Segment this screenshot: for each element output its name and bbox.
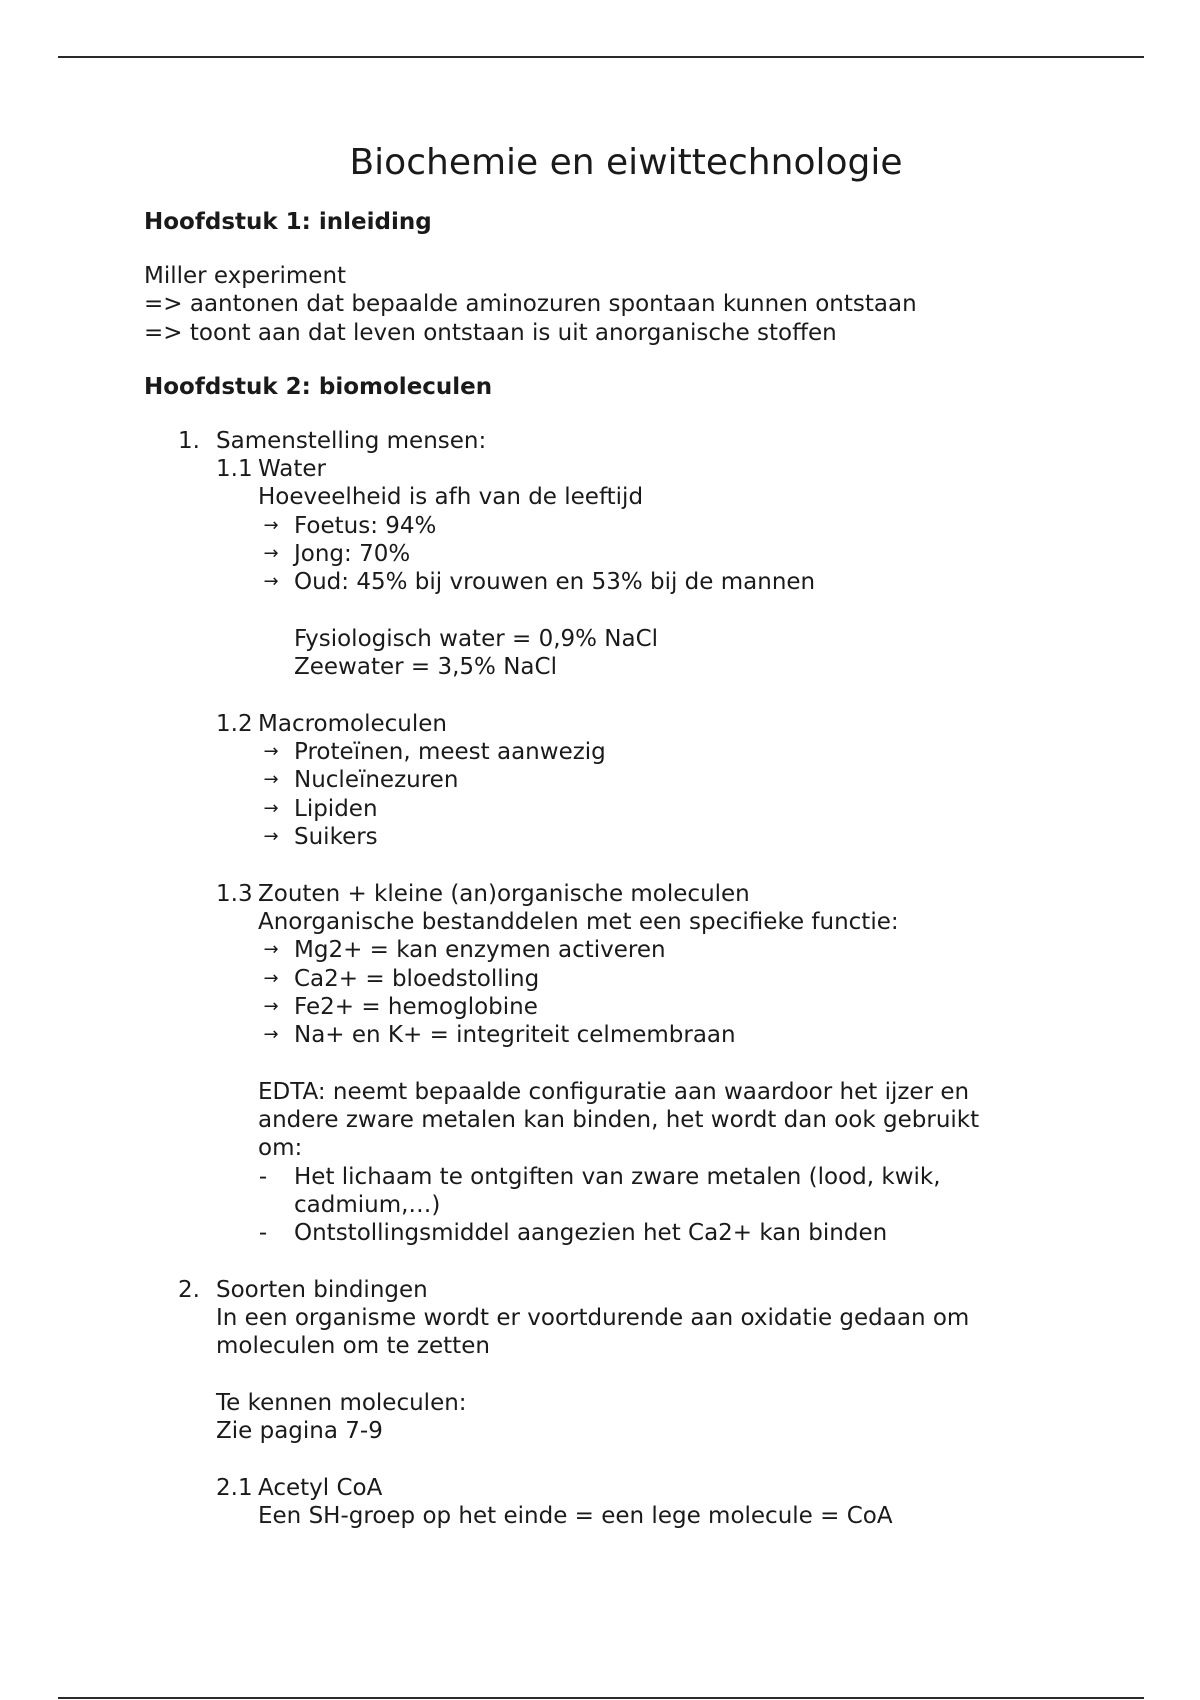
subsection-text: Een SH-groep op het einde = een lege molecule = CoA xyxy=(258,1503,893,1530)
arrow-icon: → xyxy=(263,797,279,819)
arrow-icon: → xyxy=(263,995,279,1017)
subsection-number: 1.1 xyxy=(216,456,253,483)
numbered-item-2 xyxy=(144,1276,1064,1531)
list-item: → Jong: 70% xyxy=(294,540,1064,568)
page-title: Biochemie en eiwittechnologie xyxy=(349,142,903,183)
list-item: - Het lichaam te ontgiften van zware metalen (lood, kwik, cadmium,…) xyxy=(258,1163,941,1218)
arrow-icon: → xyxy=(263,514,279,536)
list-item: → Foetus: 94% xyxy=(294,512,1064,540)
ch1-line: Miller experiment xyxy=(144,263,347,289)
subsection-number: 1.2 xyxy=(216,710,253,737)
arrow-list xyxy=(258,512,1064,597)
subsection-number: 1.3 xyxy=(216,880,253,907)
arrow-list xyxy=(258,936,1064,1049)
dash-icon: - xyxy=(258,1220,268,1247)
subsection-label: Water xyxy=(258,456,326,483)
subsection-2-1 xyxy=(216,1474,1064,1531)
list-item: → Lipiden xyxy=(294,795,1064,823)
arrow-icon: → xyxy=(263,1024,279,1046)
list-item: → Nucleïnezuren xyxy=(294,766,1064,794)
numbered-item-1 xyxy=(144,427,1064,1248)
note-line: Fysiologisch water = 0,9% NaCl xyxy=(294,625,659,652)
arrow-icon: → xyxy=(263,967,279,989)
top-rule xyxy=(58,56,1144,58)
ch1-line: => toont aan dat leven ontstaan is uit anorganische stoffen xyxy=(144,319,837,346)
subsection-label: Zouten + kleine (an)organische moleculen xyxy=(258,880,750,907)
subsection-label: Macromoleculen xyxy=(258,710,447,737)
bottom-rule xyxy=(58,1697,1144,1699)
item-label: Samenstelling mensen: xyxy=(216,427,487,454)
list-item: → Suikers xyxy=(294,823,1064,851)
list-item: → Mg2+ = kan enzymen activeren xyxy=(294,936,1064,964)
document-body xyxy=(144,140,1064,1530)
subsection-label: Acetyl CoA xyxy=(258,1474,383,1501)
chapter-2-heading: Hoofdstuk 2: biomoleculen xyxy=(144,373,493,400)
subsection-1-1 xyxy=(216,455,1064,681)
list-item: → Fe2+ = hemoglobine xyxy=(294,993,1064,1021)
subsection-intro: Hoeveelheid is afh van de leeftijd xyxy=(258,484,644,511)
chapter-1-heading: Hoofdstuk 1: inleiding xyxy=(144,209,432,235)
arrow-icon: → xyxy=(263,543,279,565)
arrow-icon: → xyxy=(263,826,279,848)
subsection-number: 2.1 xyxy=(216,1474,253,1501)
dash-list xyxy=(258,1163,1014,1248)
subsection-1-2 xyxy=(216,710,1064,851)
item-line: Te kennen moleculen: xyxy=(216,1389,467,1416)
subsection-1-3 xyxy=(216,880,1064,1248)
list-item: - Ontstollingsmiddel aangezien het Ca2+ kan binden xyxy=(258,1220,888,1247)
arrow-icon: → xyxy=(263,741,279,763)
list-item: → Ca2+ = bloedstolling xyxy=(294,965,1064,993)
list-item: → Proteïnen, meest aanwezig xyxy=(294,738,1064,766)
item-number: 2. xyxy=(178,1276,200,1303)
list-item: → Oud: 45% bij vrouwen en 53% bij de mannen xyxy=(294,568,1064,596)
arrow-icon: → xyxy=(263,769,279,791)
item-number: 1. xyxy=(178,427,200,454)
item-label: Soorten bindingen xyxy=(216,1276,428,1303)
edta-paragraph: EDTA: neemt bepaalde configuratie aan waardoor het ijzer en andere zware metalen kan binden, het wordt dan ook gebruikt om: xyxy=(258,1078,980,1162)
dash-icon: - xyxy=(258,1163,268,1190)
arrow-list xyxy=(258,738,1064,851)
item-line: Zie pagina 7-9 xyxy=(216,1418,383,1445)
list-item: → Na+ en K+ = integriteit celmembraan xyxy=(294,1021,1064,1049)
arrow-icon: → xyxy=(263,939,279,961)
arrow-icon: → xyxy=(263,571,279,593)
note-line: Zeewater = 3,5% NaCl xyxy=(294,654,557,681)
ch1-line: => aantonen dat bepaalde aminozuren spontaan kunnen ontstaan xyxy=(144,291,917,318)
item-paragraph: In een organisme wordt er voortdurende aan oxidatie gedaan om moleculen om te zetten xyxy=(216,1305,970,1360)
subsection-intro: Anorganische bestanddelen met een specifieke functie: xyxy=(258,908,899,935)
